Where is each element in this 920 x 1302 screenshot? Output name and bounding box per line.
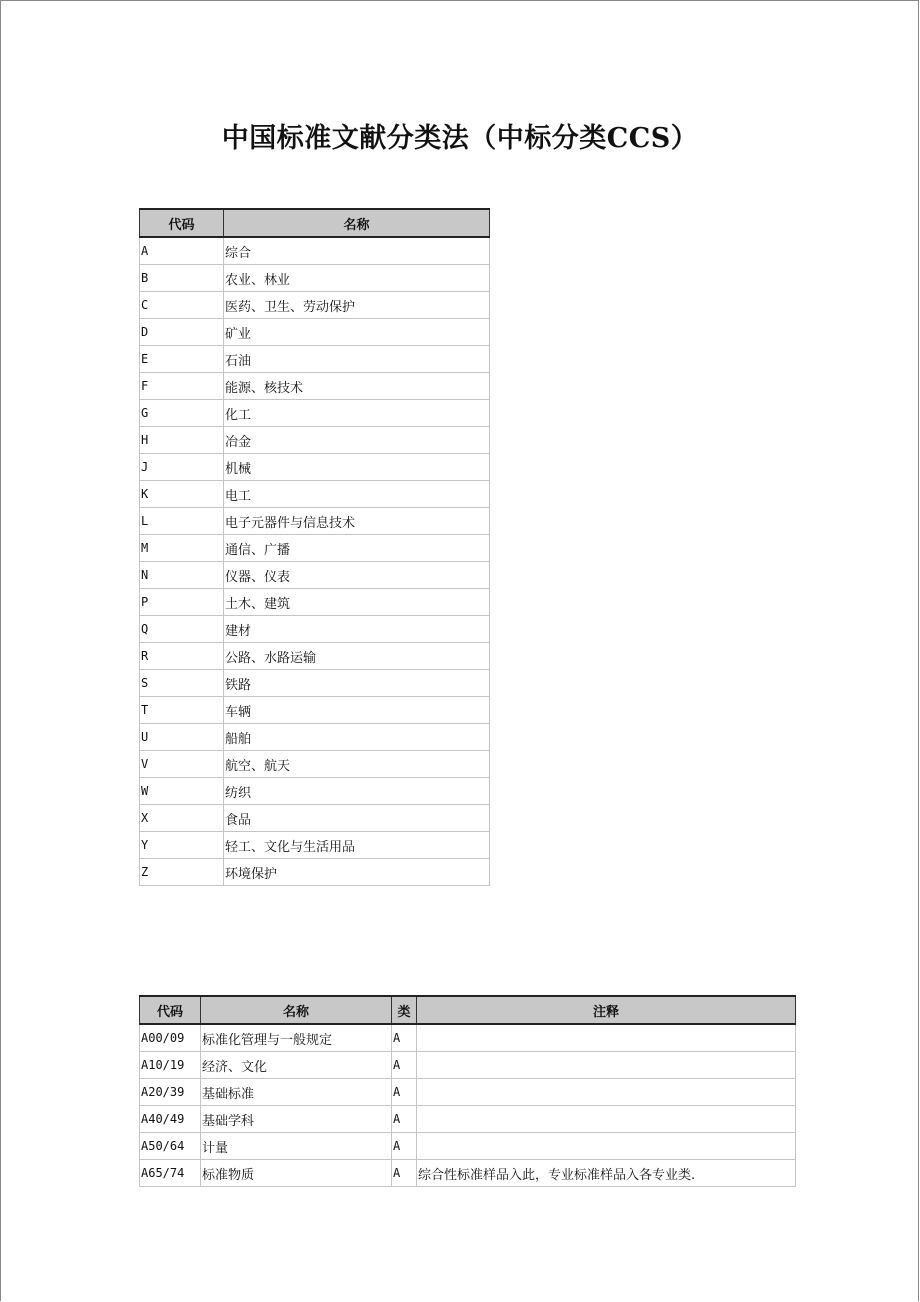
cell-code: U	[140, 724, 224, 751]
cell-note	[417, 1133, 796, 1160]
cell-code: A40/49	[140, 1106, 201, 1133]
category-table	[139, 208, 490, 886]
cell-name: 仪器、仪表	[224, 562, 490, 589]
cell-code: X	[140, 805, 224, 832]
table-row	[140, 751, 490, 778]
cell-name: 航空、航天	[224, 751, 490, 778]
table-row	[140, 237, 490, 265]
cell-name: 公路、水路运输	[224, 643, 490, 670]
table-row	[140, 319, 490, 346]
table-row	[140, 292, 490, 319]
table-row	[140, 346, 490, 373]
cell-name: 轻工、文化与生活用品	[224, 832, 490, 859]
table-row	[140, 265, 490, 292]
cell-name: 标准物质	[201, 1160, 392, 1187]
cell-code: E	[140, 346, 224, 373]
cell-name: 综合	[224, 237, 490, 265]
cell-name: 石油	[224, 346, 490, 373]
cell-code: Y	[140, 832, 224, 859]
table-row	[140, 454, 490, 481]
cell-code: V	[140, 751, 224, 778]
cell-code: F	[140, 373, 224, 400]
cell-name: 能源、核技术	[224, 373, 490, 400]
cell-code: A00/09	[140, 1024, 201, 1052]
header-class: 类	[392, 996, 417, 1024]
table-header-row	[140, 996, 796, 1024]
cell-class: A	[392, 1052, 417, 1079]
table-row	[140, 724, 490, 751]
cell-code: A20/39	[140, 1079, 201, 1106]
cell-name: 电子元器件与信息技术	[224, 508, 490, 535]
cell-name: 纺织	[224, 778, 490, 805]
table-row	[140, 1024, 796, 1052]
cell-code: D	[140, 319, 224, 346]
cell-name: 车辆	[224, 697, 490, 724]
header-note: 注释	[417, 996, 796, 1024]
cell-code: K	[140, 481, 224, 508]
cell-name: 通信、广播	[224, 535, 490, 562]
cell-note	[417, 1079, 796, 1106]
table-row	[140, 1052, 796, 1079]
cell-class: A	[392, 1106, 417, 1133]
table-row	[140, 427, 490, 454]
table-row	[140, 697, 490, 724]
cell-code: R	[140, 643, 224, 670]
cell-name: 计量	[201, 1133, 392, 1160]
table-row	[140, 832, 490, 859]
cell-code: A10/19	[140, 1052, 201, 1079]
table-row	[140, 1133, 796, 1160]
cell-name: 食品	[224, 805, 490, 832]
header-name: 名称	[201, 996, 392, 1024]
table-row	[140, 400, 490, 427]
cell-note	[417, 1052, 796, 1079]
cell-name: 土木、建筑	[224, 589, 490, 616]
cell-name: 经济、文化	[201, 1052, 392, 1079]
header-code: 代码	[140, 209, 224, 237]
cell-note: 综合性标准样品入此，专业标准样品入各专业类.	[417, 1160, 796, 1187]
table-row	[140, 643, 490, 670]
cell-name: 基础标准	[201, 1079, 392, 1106]
table-row	[140, 562, 490, 589]
cell-code: A50/64	[140, 1133, 201, 1160]
cell-name: 矿业	[224, 319, 490, 346]
cell-code: G	[140, 400, 224, 427]
cell-name: 基础学科	[201, 1106, 392, 1133]
cell-name: 机械	[224, 454, 490, 481]
cell-code: M	[140, 535, 224, 562]
cell-name: 船舶	[224, 724, 490, 751]
cell-code: S	[140, 670, 224, 697]
table-row	[140, 535, 490, 562]
cell-code: N	[140, 562, 224, 589]
cell-name: 建材	[224, 616, 490, 643]
cell-name: 农业、林业	[224, 265, 490, 292]
cell-name: 电工	[224, 481, 490, 508]
cell-name: 医药、卫生、劳动保护	[224, 292, 490, 319]
subcategory-table	[139, 995, 796, 1187]
cell-code: W	[140, 778, 224, 805]
cell-name: 铁路	[224, 670, 490, 697]
table-row	[140, 373, 490, 400]
table-row	[140, 481, 490, 508]
cell-class: A	[392, 1079, 417, 1106]
cell-class: A	[392, 1024, 417, 1052]
cell-code: Q	[140, 616, 224, 643]
cell-name: 环境保护	[224, 859, 490, 886]
table-row	[140, 778, 490, 805]
cell-code: Z	[140, 859, 224, 886]
table-row	[140, 589, 490, 616]
table-row	[140, 670, 490, 697]
table-row	[140, 616, 490, 643]
cell-name: 标准化管理与一般规定	[201, 1024, 392, 1052]
cell-code: P	[140, 589, 224, 616]
cell-code: J	[140, 454, 224, 481]
table-row	[140, 1106, 796, 1133]
cell-note	[417, 1024, 796, 1052]
cell-name: 冶金	[224, 427, 490, 454]
table-row	[140, 508, 490, 535]
cell-code: C	[140, 292, 224, 319]
cell-code: A	[140, 237, 224, 265]
cell-code: L	[140, 508, 224, 535]
cell-code: B	[140, 265, 224, 292]
cell-note	[417, 1106, 796, 1133]
cell-class: A	[392, 1133, 417, 1160]
header-name: 名称	[224, 209, 490, 237]
table-row	[140, 1160, 796, 1187]
cell-code: A65/74	[140, 1160, 201, 1187]
cell-code: H	[140, 427, 224, 454]
table-row	[140, 805, 490, 832]
table-header-row	[140, 209, 490, 237]
document-title: 中国标准文献分类法（中标分类CCS）	[221, 123, 699, 154]
cell-code: T	[140, 697, 224, 724]
table-row	[140, 1079, 796, 1106]
header-code: 代码	[140, 996, 201, 1024]
table-row	[140, 859, 490, 886]
cell-name: 化工	[224, 400, 490, 427]
cell-class: A	[392, 1160, 417, 1187]
